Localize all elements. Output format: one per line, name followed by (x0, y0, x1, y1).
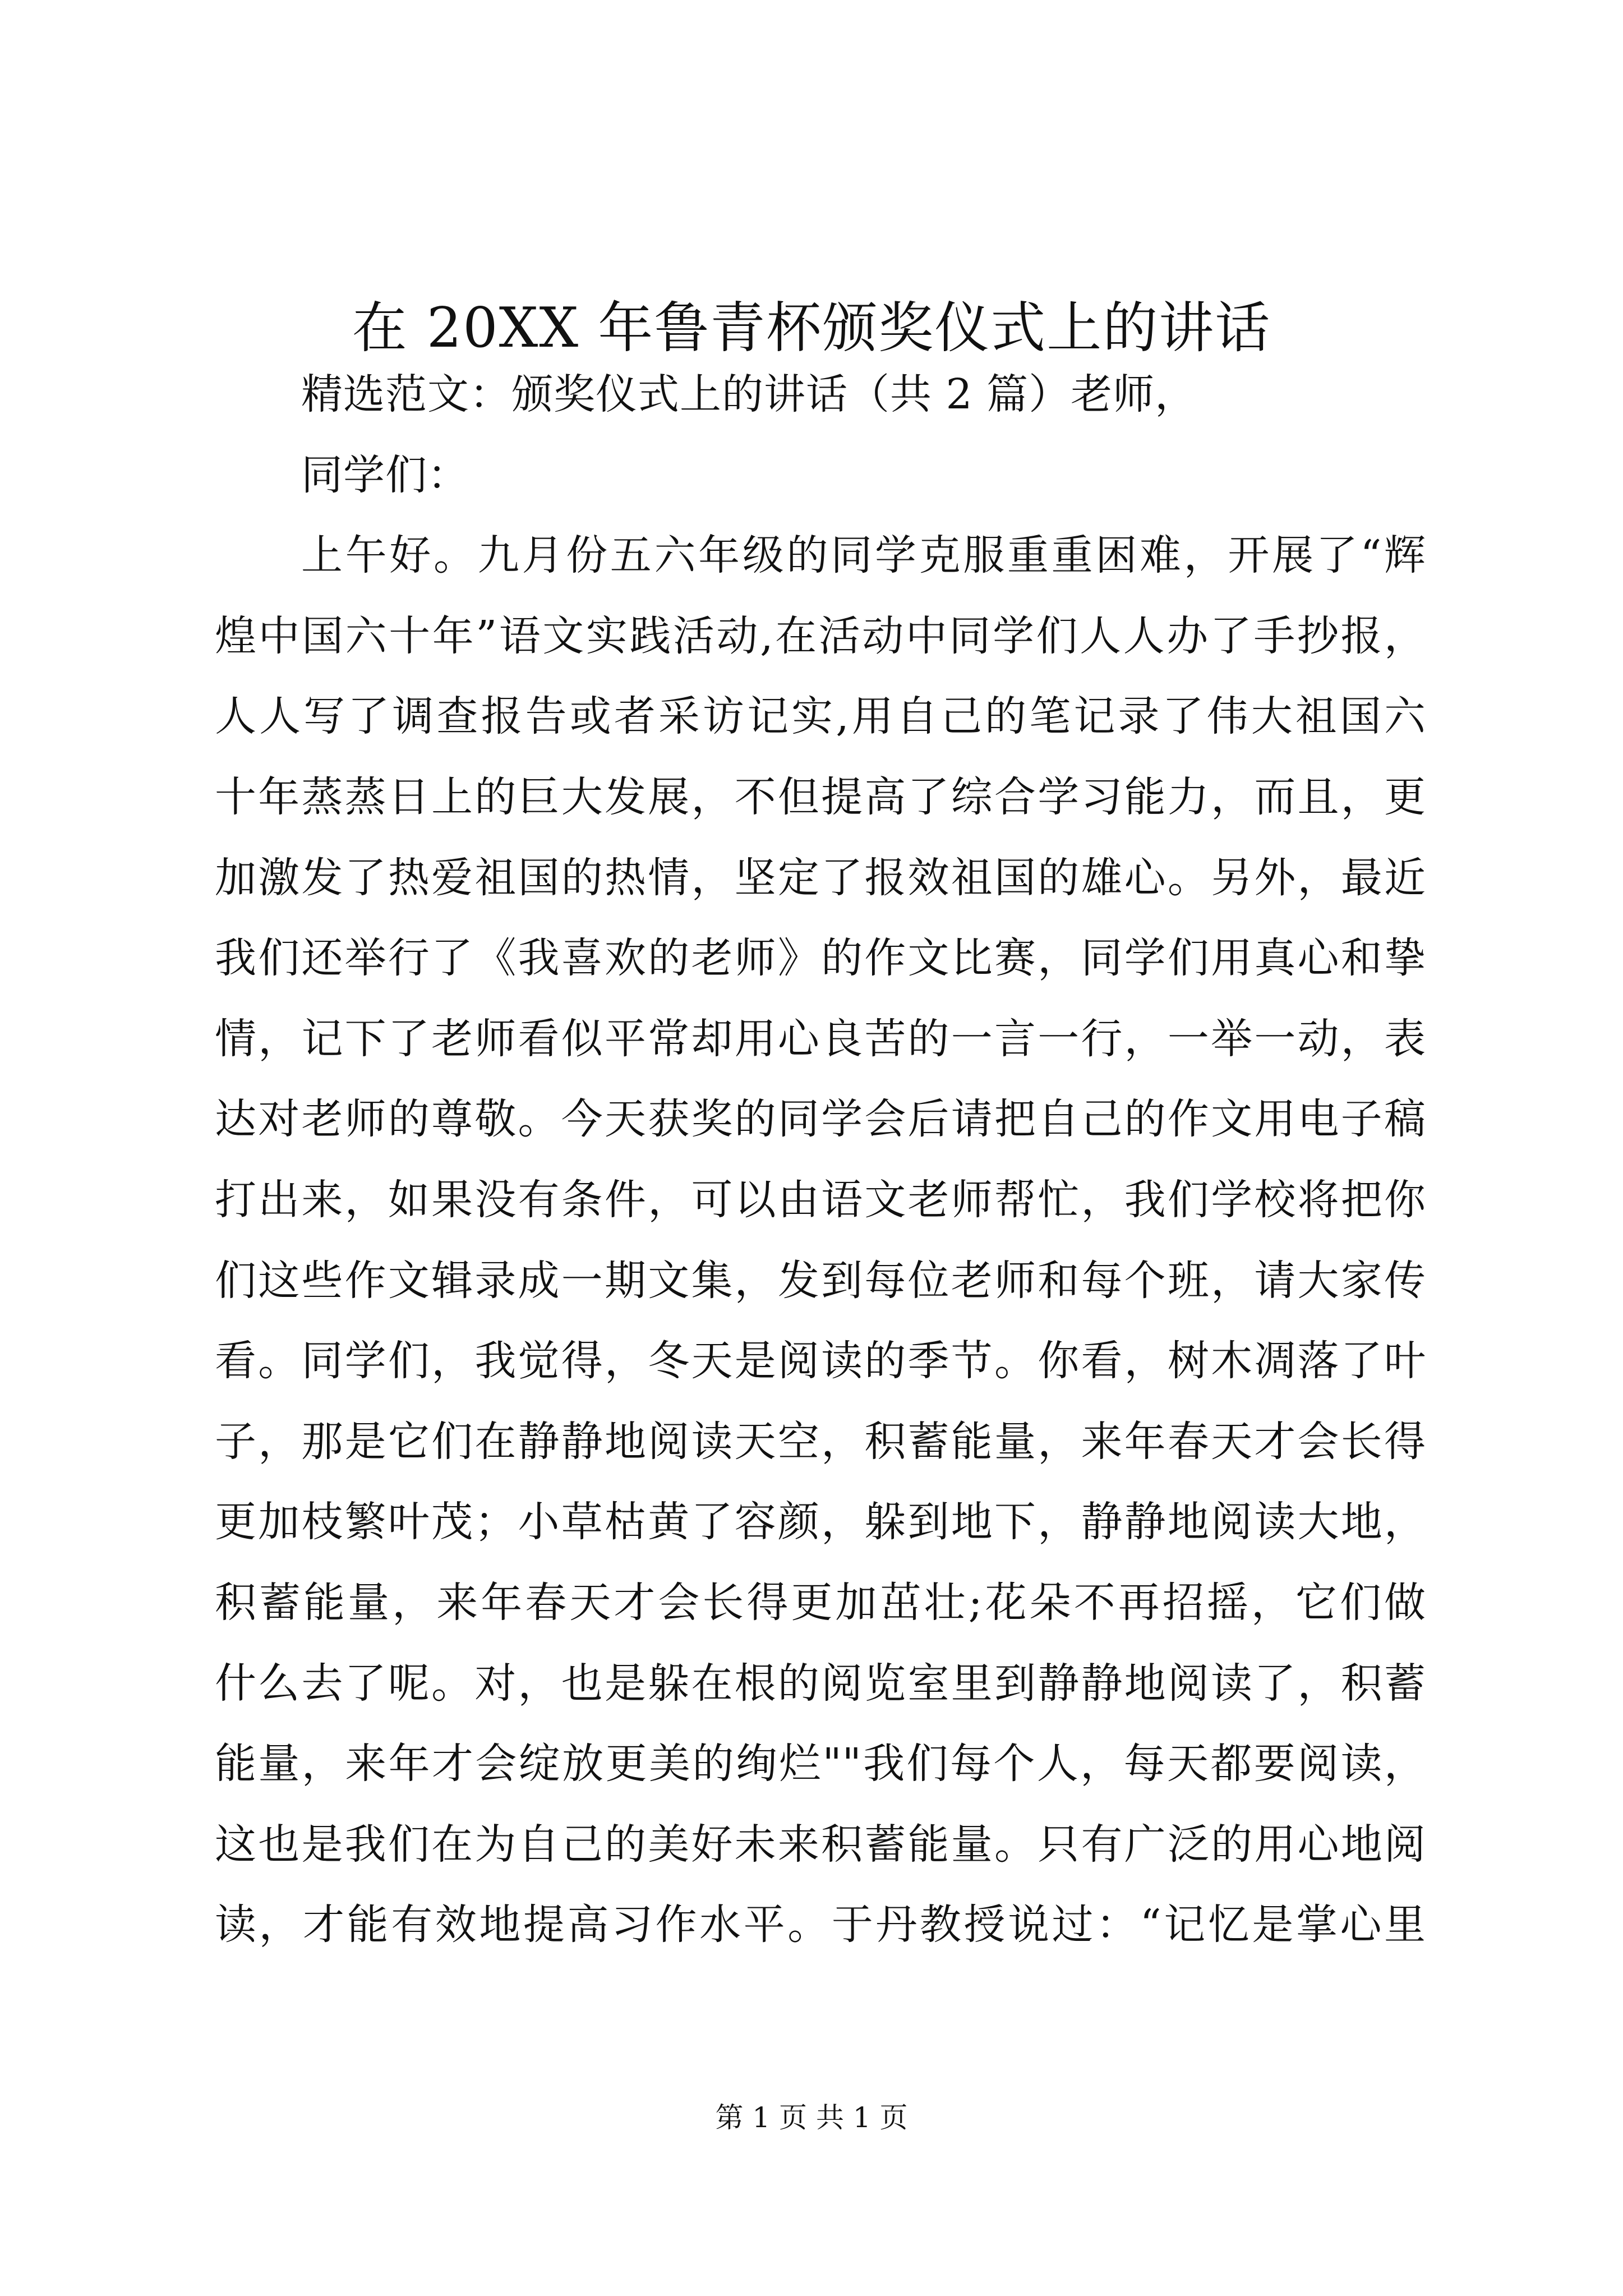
body-line: 这也是我们在为自己的美好未来积蓄能量。只有广泛的用心地阅 (215, 1820, 1426, 1869)
body-line: 们这些作文辑录成一期文集，发到每位老师和每个班，请大家传 (215, 1256, 1426, 1305)
body-line: 上午好。九月份五六年级的同学克服重重困难，开展了“辉 (301, 531, 1426, 580)
body-line: 煌中国六十年”语文实践活动,在活动中同学们人人办了手抄报， (215, 611, 1426, 660)
body-line: 积蓄能量，来年春天才会长得更加茁壮;花朵不再招摇，它们做 (215, 1578, 1426, 1627)
body-line: 人人写了调查报告或者采访记实,用自己的笔记录了伟大祖国六 (215, 692, 1426, 741)
body-line: 同学们： (301, 450, 469, 499)
body-line: 什么去了呢。对，也是躲在根的阅览室里到静静地阅读了，积蓄 (215, 1659, 1426, 1708)
body-line: 情，记下了老师看似平常却用心良苦的一言一行，一举一动，表 (215, 1014, 1426, 1063)
body-line: 读，才能有效地提高习作水平。于丹教授说过：“记忆是掌心里 (215, 1901, 1426, 1949)
page-footer: 第 1 页 共 1 页 (715, 2101, 908, 2134)
body-line: 能量，来年才会绽放更美的绚烂""我们每个人，每天都要阅读， (215, 1740, 1426, 1788)
body-line: 我们还举行了《我喜欢的老师》的作文比赛，同学们用真心和挚 (215, 934, 1426, 983)
document-title: 在 20XX 年鲁青杯颁奖仪式上的讲话 (352, 296, 1271, 360)
body-line: 子，那是它们在静静地阅读天空，积蓄能量，来年春天才会长得 (215, 1417, 1426, 1466)
body-line: 加激发了热爱祖国的热情，坚定了报效祖国的雄心。另外，最近 (215, 853, 1426, 902)
body-line: 更加枝繁叶茂；小草枯黄了容颜，躲到地下，静静地阅读大地， (215, 1498, 1426, 1547)
document-body (215, 355, 1426, 1966)
body-line: 十年蒸蒸日上的巨大发展，不但提高了综合学习能力，而且，更 (215, 772, 1426, 821)
body-line: 达对老师的尊敬。今天获奖的同学会后请把自己的作文用电子稿 (215, 1095, 1426, 1144)
body-line: 看。同学们，我觉得，冬天是阅读的季节。你看，树木凋落了叶 (215, 1337, 1426, 1386)
body-line: 精选范文：颁奖仪式上的讲话（共 2 篇）老师， (301, 370, 1197, 418)
body-line: 打出来，如果没有条件，可以由语文老师帮忙，我们学校将把你 (215, 1175, 1426, 1224)
